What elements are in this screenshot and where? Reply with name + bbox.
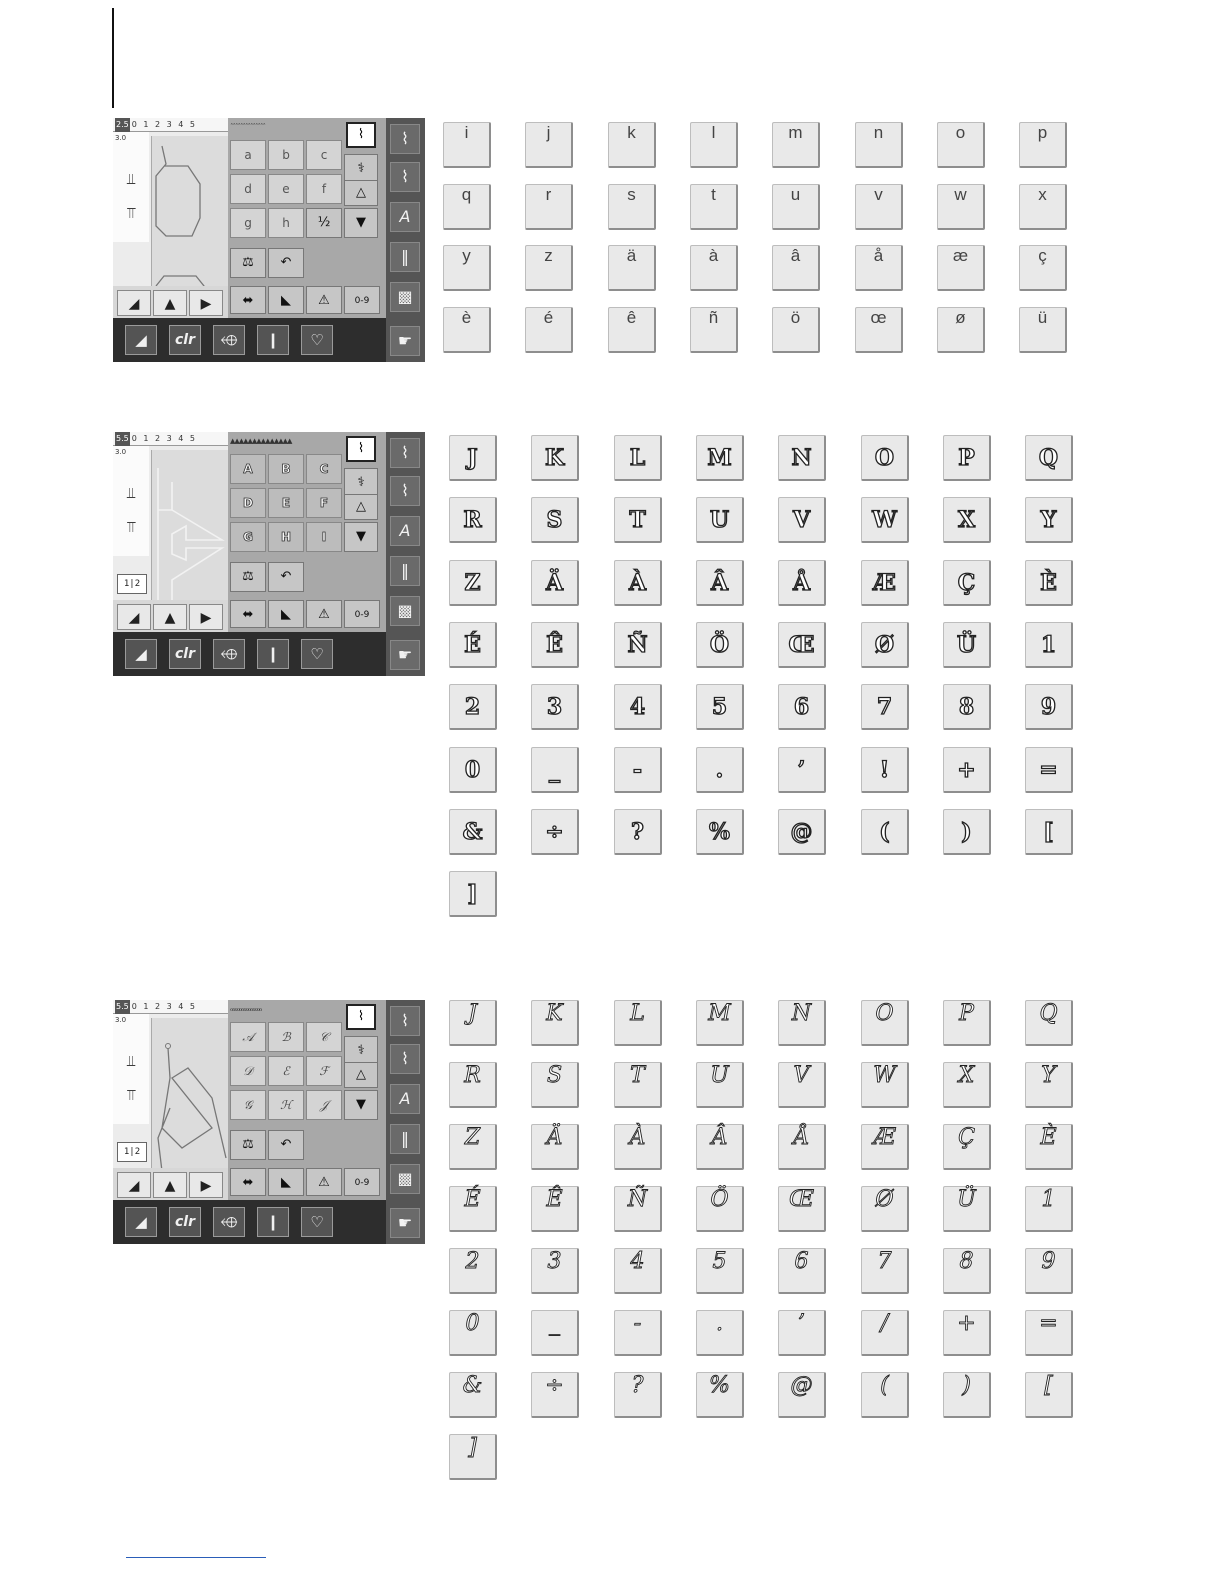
character-key[interactable]: Ê	[531, 1186, 579, 1232]
character-key[interactable]: Ä	[531, 1124, 579, 1170]
character-key[interactable]: Ç	[943, 1124, 991, 1170]
alphabet-icon[interactable]: A	[390, 1084, 420, 1114]
character-key[interactable]: À	[614, 1124, 662, 1170]
bottom-toolbar	[113, 318, 386, 362]
character-key[interactable]: k	[608, 122, 656, 168]
character-key[interactable]: t	[690, 184, 738, 230]
foot-key[interactable]: ⚕	[344, 154, 378, 184]
character-key[interactable]: ÷	[531, 809, 579, 855]
pattern-end-button[interactable]: ◣	[268, 286, 304, 314]
key-i[interactable]: 𝒥	[306, 1090, 342, 1120]
character-key[interactable]: 8	[943, 1248, 991, 1294]
character-key[interactable]: é	[525, 307, 573, 353]
character-key[interactable]: 3	[531, 1248, 579, 1294]
key-b[interactable]: B	[268, 454, 304, 484]
character-key[interactable]: S	[531, 1062, 579, 1108]
character-key[interactable]: Z	[449, 1124, 497, 1170]
character-key[interactable]: Æ	[861, 1124, 909, 1170]
character-key[interactable]: -	[614, 747, 662, 793]
character-key[interactable]: Æ	[861, 560, 909, 606]
character-key[interactable]: Œ	[778, 622, 826, 668]
character-key[interactable]: m	[772, 122, 820, 168]
footer-rule	[126, 1557, 266, 1558]
character-key[interactable]: Ø	[861, 622, 909, 668]
character-key[interactable]: 5	[696, 1248, 744, 1294]
character-key[interactable]: ’	[778, 747, 826, 793]
character-key[interactable]: x	[1019, 184, 1067, 230]
character-key[interactable]: Œ	[778, 1186, 826, 1232]
key-g[interactable]: G	[230, 522, 266, 552]
combo-button[interactable]: ↶	[268, 1130, 304, 1160]
character-key[interactable]: Z	[449, 560, 497, 606]
clear-button[interactable]: clr	[169, 1207, 201, 1237]
quilt-icon[interactable]: ▩	[390, 282, 420, 312]
home-icon[interactable]: ☛	[390, 1208, 420, 1238]
character-key[interactable]: ?	[614, 1372, 662, 1418]
character-key[interactable]: U	[696, 1062, 744, 1108]
foot-key[interactable]: ⚕	[344, 468, 378, 498]
stitch-preview	[113, 432, 228, 632]
character-key[interactable]: 6	[778, 1248, 826, 1294]
character-key[interactable]: ä	[608, 245, 656, 291]
character-key[interactable]: (	[861, 1372, 909, 1418]
needle-icon: ⫪	[127, 1086, 136, 1104]
key-f[interactable]: F	[306, 488, 342, 518]
needle-icon: ⫪	[127, 204, 136, 222]
width-ruler: 5.5 0 1 2 3 4 5	[113, 432, 228, 446]
character-key[interactable]: À	[614, 560, 662, 606]
needle-position-button[interactable]: ⬌	[230, 600, 266, 628]
key-d[interactable]: 𝒟	[230, 1056, 266, 1086]
pattern-stitch-icon[interactable]: ⌇	[390, 438, 420, 468]
clear-button[interactable]: clr	[169, 639, 201, 669]
mirror-button[interactable]: ▲	[153, 604, 187, 630]
key-e[interactable]: e	[268, 174, 304, 204]
character-key[interactable]: (	[861, 809, 909, 855]
character-key[interactable]: N	[778, 1000, 826, 1046]
needle-stop-button[interactable]: ◢	[117, 604, 151, 630]
character-key[interactable]: +	[943, 1310, 991, 1356]
character-key[interactable]: R	[449, 497, 497, 543]
character-key[interactable]: Y	[1025, 1062, 1073, 1108]
manual-icon[interactable]: ❙	[257, 639, 289, 669]
character-key[interactable]: Â	[696, 1124, 744, 1170]
key-a[interactable]: 𝒜	[230, 1022, 266, 1052]
key-a[interactable]: a	[230, 140, 266, 170]
key-c[interactable]: 𝒞	[306, 1022, 342, 1052]
character-key[interactable]: O	[861, 435, 909, 481]
character-key[interactable]: ü	[1019, 307, 1067, 353]
character-key[interactable]: Ø	[861, 1186, 909, 1232]
width-value: 2.5	[115, 118, 130, 132]
character-key[interactable]: â	[772, 245, 820, 291]
character-key[interactable]: Å	[778, 560, 826, 606]
key-g[interactable]: g	[230, 208, 266, 238]
forward-button[interactable]: ▶	[189, 290, 223, 316]
character-key[interactable]: T	[614, 497, 662, 543]
key-b[interactable]: b	[268, 140, 304, 170]
alt-key[interactable]: ½	[306, 208, 342, 238]
character-key[interactable]: 7	[861, 684, 909, 730]
character-key[interactable]: ñ	[690, 307, 738, 353]
bar-icon[interactable]: ‖	[390, 556, 420, 586]
stitch-preview	[113, 118, 228, 318]
key-b[interactable]: ℬ	[268, 1022, 304, 1052]
character-key[interactable]: K	[531, 1000, 579, 1046]
category-sidebar	[386, 1000, 425, 1244]
width-value: 5.5	[115, 1000, 130, 1014]
character-key[interactable]: r	[525, 184, 573, 230]
character-key[interactable]: æ	[937, 245, 985, 291]
character-key[interactable]: ö	[772, 307, 820, 353]
scroll-down-button[interactable]: ▼	[344, 1090, 378, 1120]
character-key[interactable]: L	[614, 1000, 662, 1046]
character-key[interactable]: Ö	[696, 1186, 744, 1232]
key-e[interactable]: E	[268, 488, 304, 518]
presser-foot-icon: ⫫	[127, 484, 136, 502]
bar-icon[interactable]: ‖	[390, 242, 420, 272]
alphabet-icon[interactable]: A	[390, 516, 420, 546]
character-key[interactable]: @	[778, 809, 826, 855]
character-key[interactable]: Ê	[531, 622, 579, 668]
margin-rule	[112, 8, 114, 108]
character-key[interactable]: M	[696, 1000, 744, 1046]
character-key[interactable]: Q	[1025, 1000, 1073, 1046]
character-key[interactable]: M	[696, 435, 744, 481]
character-key[interactable]: ’	[778, 1310, 826, 1356]
character-key[interactable]: 4	[614, 1248, 662, 1294]
character-key[interactable]: p	[1019, 122, 1067, 168]
needle-position-button[interactable]: ⬌	[230, 1168, 266, 1196]
character-key[interactable]: 7	[861, 1248, 909, 1294]
character-key[interactable]: É	[449, 622, 497, 668]
machine-screen-small-letters	[113, 118, 425, 362]
character-key[interactable]: +	[943, 747, 991, 793]
character-key[interactable]: ÷	[531, 1372, 579, 1418]
character-key[interactable]: Ä	[531, 560, 579, 606]
character-key[interactable]: s	[608, 184, 656, 230]
character-key[interactable]: ]	[449, 1434, 497, 1480]
memory-indicator: 1|2	[117, 1142, 147, 1162]
warning-button[interactable]: ⚠	[306, 286, 342, 314]
character-key[interactable]: 0	[449, 747, 497, 793]
scroll-up-button[interactable]: △	[344, 1062, 378, 1088]
character-key[interactable]: l	[690, 122, 738, 168]
character-key[interactable]: .	[696, 1310, 744, 1356]
character-key[interactable]: @	[778, 1372, 826, 1418]
character-key[interactable]: =	[1025, 1310, 1073, 1356]
character-key[interactable]: È	[1025, 1124, 1073, 1170]
character-key[interactable]: 5	[696, 684, 744, 730]
length-ruler	[113, 446, 149, 556]
number-keys-button[interactable]: 0-9	[344, 1168, 380, 1196]
category-sidebar	[386, 432, 425, 676]
width-value: 5.5	[115, 432, 130, 446]
clear-button[interactable]: clr	[169, 325, 201, 355]
length-value: 3.0	[115, 1016, 127, 1024]
presser-foot-icon: ⫫	[127, 1052, 136, 1070]
character-key[interactable]: X	[943, 497, 991, 543]
character-key[interactable]: _	[531, 747, 579, 793]
number-keys-button[interactable]: 0-9	[344, 286, 380, 314]
character-key[interactable]: V	[778, 1062, 826, 1108]
balance-button[interactable]: ⚖	[230, 562, 266, 592]
foot-key[interactable]: ⚕	[344, 1036, 378, 1066]
stitch-strip: ˆˆˆˆˆˆˆˆˆˆˆˆˆˆ	[230, 123, 265, 131]
navigate-icon[interactable]: ⬲	[213, 325, 245, 355]
character-key[interactable]: .	[696, 747, 744, 793]
warning-button[interactable]: ⚠	[306, 600, 342, 628]
bottom-toolbar	[113, 632, 386, 676]
character-key[interactable]: 0	[449, 1310, 497, 1356]
character-key[interactable]: u	[772, 184, 820, 230]
character-key[interactable]: à	[690, 245, 738, 291]
character-key[interactable]: O	[861, 1000, 909, 1046]
balance-button[interactable]: ⚖	[230, 1130, 266, 1160]
combo-button[interactable]: ↶	[268, 562, 304, 592]
character-key[interactable]: W	[861, 1062, 909, 1108]
character-key[interactable]: &	[449, 809, 497, 855]
character-key[interactable]: L	[614, 435, 662, 481]
character-key[interactable]: Ñ	[614, 1186, 662, 1232]
character-key[interactable]: 1	[1025, 622, 1073, 668]
stitch-strip: ℴℴℴℴℴℴℴℴℴℴℴℴℴℴ	[230, 1005, 262, 1013]
character-key[interactable]: T	[614, 1062, 662, 1108]
character-key[interactable]: -	[614, 1310, 662, 1356]
character-key[interactable]: ]	[449, 871, 497, 917]
character-key[interactable]: U	[696, 497, 744, 543]
character-key[interactable]: [	[1025, 809, 1073, 855]
character-key[interactable]: %	[696, 809, 744, 855]
character-key[interactable]: 8	[943, 684, 991, 730]
scroll-down-button[interactable]: ▼	[344, 522, 378, 552]
zigzag-stitch-icon[interactable]: ⌇	[346, 122, 376, 148]
character-key[interactable]: ê	[608, 307, 656, 353]
key-h[interactable]: H	[268, 522, 304, 552]
letter-keyboard	[228, 432, 386, 632]
character-key[interactable]: è	[443, 307, 491, 353]
zigzag-icon[interactable]: ⌇	[390, 162, 420, 192]
character-key[interactable]: 6	[778, 684, 826, 730]
width-ruler: 5.5 0 1 2 3 4 5	[113, 1000, 228, 1014]
character-key[interactable]: ?	[614, 809, 662, 855]
character-key[interactable]: 9	[1025, 1248, 1073, 1294]
scroll-down-button[interactable]: ▼	[344, 208, 378, 238]
key-c[interactable]: c	[306, 140, 342, 170]
back-button[interactable]: ◢	[125, 639, 157, 669]
quilt-icon[interactable]: ▩	[390, 1164, 420, 1194]
navigate-icon[interactable]: ⬲	[213, 1207, 245, 1237]
scroll-up-button[interactable]: △	[344, 494, 378, 520]
length-value: 3.0	[115, 448, 127, 456]
character-key[interactable]: j	[525, 122, 573, 168]
character-key[interactable]: &	[449, 1372, 497, 1418]
character-key[interactable]: Q	[1025, 435, 1073, 481]
category-sidebar	[386, 118, 425, 362]
favorite-icon[interactable]: ♡	[301, 1207, 333, 1237]
alphabet-icon[interactable]: A	[390, 202, 420, 232]
zigzag-stitch-icon[interactable]: ⌇	[346, 436, 376, 462]
machine-screen-block-letters	[113, 432, 425, 676]
needle-position-button[interactable]: ⬌	[230, 286, 266, 314]
key-a[interactable]: A	[230, 454, 266, 484]
zigzag-stitch-icon[interactable]: ⌇	[346, 1004, 376, 1030]
length-ruler	[113, 1014, 149, 1124]
character-key[interactable]: )	[943, 809, 991, 855]
character-key[interactable]: J	[449, 1000, 497, 1046]
character-key[interactable]: W	[861, 497, 909, 543]
bottom-toolbar	[113, 1200, 386, 1244]
character-key[interactable]: Ñ	[614, 622, 662, 668]
machine-screen-script-letters	[113, 1000, 425, 1244]
width-ruler: 2.5 0 1 2 3 4 5	[113, 118, 228, 132]
forward-button[interactable]: ▶	[189, 1172, 223, 1198]
character-key[interactable]: Ç	[943, 560, 991, 606]
character-key[interactable]: z	[525, 245, 573, 291]
needle-icon: ⫪	[127, 518, 136, 536]
navigate-icon[interactable]: ⬲	[213, 639, 245, 669]
character-key[interactable]: N	[778, 435, 826, 481]
key-h[interactable]: ℋ	[268, 1090, 304, 1120]
presser-foot-icon: ⫫	[127, 170, 136, 188]
character-key[interactable]: œ	[855, 307, 903, 353]
character-key[interactable]: [	[1025, 1372, 1073, 1418]
home-icon[interactable]: ☛	[390, 640, 420, 670]
character-key[interactable]: J	[449, 435, 497, 481]
zigzag-icon[interactable]: ⌇	[390, 476, 420, 506]
key-e[interactable]: ℰ	[268, 1056, 304, 1086]
character-key[interactable]: Ü	[943, 622, 991, 668]
key-f[interactable]: ℱ	[306, 1056, 342, 1086]
character-key[interactable]: n	[855, 122, 903, 168]
character-key[interactable]: 2	[449, 1248, 497, 1294]
back-button[interactable]: ◢	[125, 1207, 157, 1237]
letter-keyboard	[228, 1000, 386, 1200]
zigzag-icon[interactable]: ⌇	[390, 1044, 420, 1074]
character-key[interactable]: Ü	[943, 1186, 991, 1232]
key-i[interactable]: I	[306, 522, 342, 552]
memory-indicator: 1|2	[117, 574, 147, 594]
needle-stop-button[interactable]: ◢	[117, 290, 151, 316]
character-key[interactable]: !	[861, 747, 909, 793]
key-c[interactable]: C	[306, 454, 342, 484]
character-key[interactable]: 2	[449, 684, 497, 730]
home-icon[interactable]: ☛	[390, 326, 420, 356]
character-key[interactable]: )	[943, 1372, 991, 1418]
key-d[interactable]: D	[230, 488, 266, 518]
stitch-preview	[113, 1000, 228, 1200]
character-key[interactable]: q	[443, 184, 491, 230]
character-key[interactable]: K	[531, 435, 579, 481]
character-key[interactable]: R	[449, 1062, 497, 1108]
scroll-up-button[interactable]: △	[344, 180, 378, 206]
character-key[interactable]: 3	[531, 684, 579, 730]
character-key[interactable]: Â	[696, 560, 744, 606]
character-key[interactable]: P	[943, 435, 991, 481]
manual-icon[interactable]: ❙	[257, 325, 289, 355]
key-d[interactable]: d	[230, 174, 266, 204]
forward-button[interactable]: ▶	[189, 604, 223, 630]
character-key[interactable]: 9	[1025, 684, 1073, 730]
mirror-button[interactable]: ▲	[153, 1172, 187, 1198]
quilt-icon[interactable]: ▩	[390, 596, 420, 626]
key-g[interactable]: 𝒢	[230, 1090, 266, 1120]
character-key[interactable]: S	[531, 497, 579, 543]
character-key[interactable]: V	[778, 497, 826, 543]
length-ruler	[113, 132, 149, 242]
stitch-strip: ▲▲▲▲▲▲▲▲▲▲▲▲▲▲	[230, 437, 292, 445]
back-button[interactable]: ◢	[125, 325, 157, 355]
number-keys-button[interactable]: 0-9	[344, 600, 380, 628]
character-key[interactable]: å	[855, 245, 903, 291]
character-key[interactable]: X	[943, 1062, 991, 1108]
character-key[interactable]: =	[1025, 747, 1073, 793]
character-key[interactable]: É	[449, 1186, 497, 1232]
character-key[interactable]: /	[861, 1310, 909, 1356]
character-key[interactable]: 1	[1025, 1186, 1073, 1232]
balance-button[interactable]: ⚖	[230, 248, 266, 278]
character-key[interactable]: Ö	[696, 622, 744, 668]
mirror-button[interactable]: ▲	[153, 290, 187, 316]
character-key[interactable]: %	[696, 1372, 744, 1418]
character-key[interactable]: i	[443, 122, 491, 168]
character-key[interactable]: v	[855, 184, 903, 230]
character-key[interactable]: Å	[778, 1124, 826, 1170]
character-key[interactable]: y	[443, 245, 491, 291]
favorite-icon[interactable]: ♡	[301, 325, 333, 355]
character-key[interactable]: _	[531, 1310, 579, 1356]
character-key[interactable]: o	[937, 122, 985, 168]
pattern-stitch-icon[interactable]: ⌇	[390, 124, 420, 154]
character-key[interactable]: P	[943, 1000, 991, 1046]
character-key[interactable]: 4	[614, 684, 662, 730]
letter-keyboard	[228, 118, 386, 318]
character-key[interactable]: ø	[937, 307, 985, 353]
key-f[interactable]: f	[306, 174, 342, 204]
pattern-end-button[interactable]: ◣	[268, 600, 304, 628]
pattern-stitch-icon[interactable]: ⌇	[390, 1006, 420, 1036]
bar-icon[interactable]: ‖	[390, 1124, 420, 1154]
key-h[interactable]: h	[268, 208, 304, 238]
warning-button[interactable]: ⚠	[306, 1168, 342, 1196]
character-key[interactable]: w	[937, 184, 985, 230]
needle-stop-button[interactable]: ◢	[117, 1172, 151, 1198]
character-key[interactable]: ç	[1019, 245, 1067, 291]
favorite-icon[interactable]: ♡	[301, 639, 333, 669]
character-key[interactable]: Y	[1025, 497, 1073, 543]
combo-button[interactable]: ↶	[268, 248, 304, 278]
pattern-end-button[interactable]: ◣	[268, 1168, 304, 1196]
character-key[interactable]: È	[1025, 560, 1073, 606]
length-value: 3.0	[115, 134, 127, 142]
manual-icon[interactable]: ❙	[257, 1207, 289, 1237]
